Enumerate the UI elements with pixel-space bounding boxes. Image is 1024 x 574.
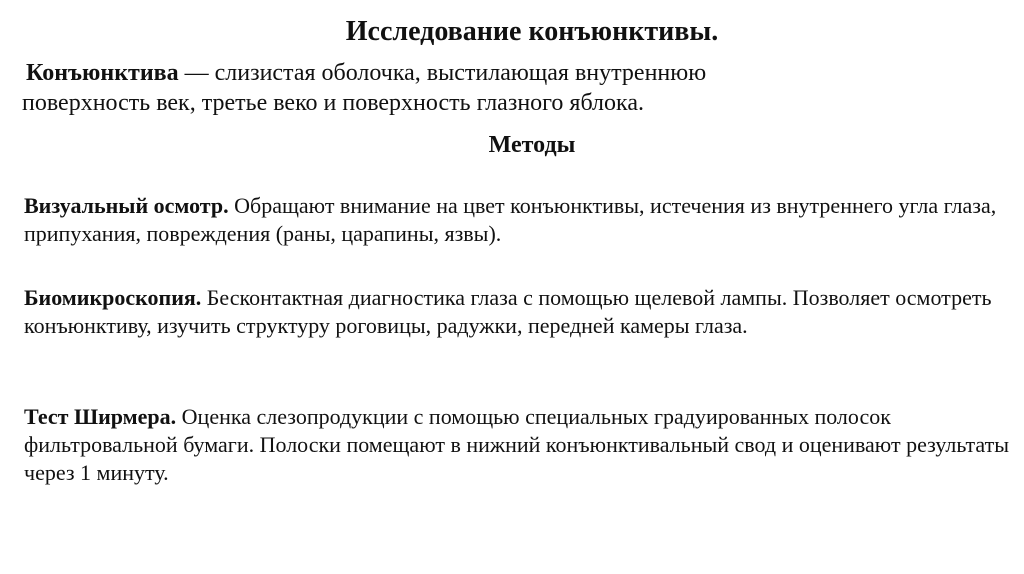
method-biomicroscopy: [24, 284, 1009, 340]
method-description: Бесконтактная диагностика глаза с помощью щелевой лампы. Позволяет осмотреть конъюнктиву, изучить структуру роговицы, радужки, передней камеры глаза.: [24, 285, 992, 338]
definition-text-line-1: — слизистая оболочка, выстилающая внутреннюю: [178, 60, 707, 86]
method-description: Оценка слезопродукции с помощью специальных градуированных полосок фильтровальной бумаги. Полоски помещают в нижний конъюнктивальный свод и оценивают результаты через 1 минуту.: [24, 404, 1010, 485]
definition-paragraph: [22, 58, 1012, 118]
method-name: Тест Ширмера.: [24, 404, 177, 429]
definition-term: Конъюнктива: [26, 60, 179, 86]
slide-title: Исследование конъюнктивы.: [345, 16, 719, 47]
method-name: Биомикроскопия.: [24, 285, 202, 310]
method-schirmer-test: [24, 403, 1009, 487]
method-name: Визуальный осмотр.: [24, 193, 229, 218]
definition-text-line-2: поверхность век, третье веко и поверхность глазного яблока.: [22, 90, 644, 116]
method-visual-inspection: [24, 192, 1009, 248]
methods-heading: Методы: [488, 132, 576, 158]
definition-line-1: [22, 58, 1012, 88]
method-description: Обращают внимание на цвет конъюнктивы, истечения из внутреннего угла глаза, припухания, повреждения (раны, царапины, язвы).: [24, 193, 997, 246]
